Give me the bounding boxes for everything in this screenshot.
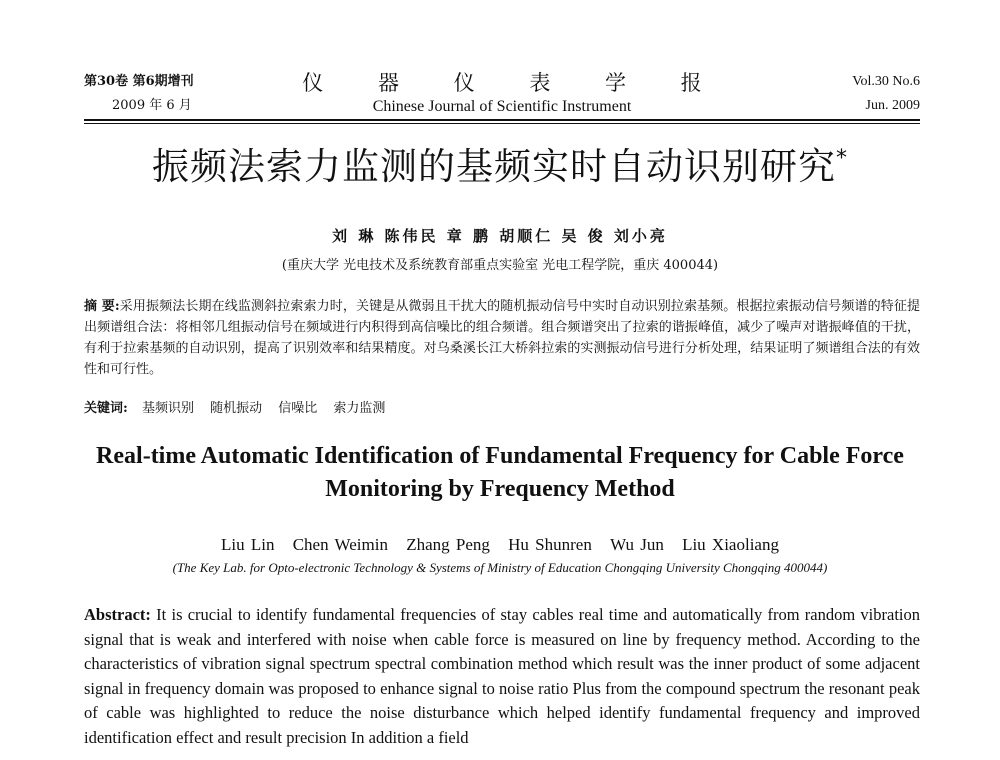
abstract-cn: [84, 296, 920, 380]
header-rule-thin: [84, 123, 920, 124]
abstract-en-label: Abstract:: [84, 605, 151, 624]
affiliation-en: (The Key Lab. for Opto-electronic Technology & Systems of Ministry of Education Chongqing University Chongqing 400044): [172, 560, 828, 575]
affiliation-cn: (重庆大学 光电技术及系统教育部重点实验室 光电工程学院，重庆 400044): [281, 258, 719, 273]
header-rule: [84, 119, 920, 121]
date-en: Jun. 2009: [865, 98, 920, 113]
header-right: [852, 70, 920, 118]
abstract-en-text: It is crucial to identify fundamental frequencies of stay cables real time and automatically from random vibration signal that is weak and interfered with noise when cable force is measured on line by frequency method. According to the characteristics of vibration signal spectrum spectral combination method which result was the inner product of some adjacent signal in frequency domain was proposed to enhance signal to noise ratio Plus from the compound spectrum the resonant peak of cable was highlighted to reduce the noise disturbance which helped identify fundamental frequency and improved identification effect and result precision In addition a field: [84, 605, 920, 747]
author-name: Zhang Peng: [406, 535, 490, 554]
running-header: [84, 70, 920, 120]
keyword: 索力监测: [333, 401, 386, 416]
authors-en: [0, 535, 1000, 555]
abstract-en: [84, 603, 920, 751]
keywords-cn-label: 关键词:: [84, 401, 128, 416]
author-name: Liu Xiaoliang: [682, 535, 779, 554]
volume-issue: 第30卷 第6期增刊: [84, 74, 194, 89]
date-cn: 2009 年 6 月: [112, 98, 192, 113]
title-cn-text: 振频法索力监测的基频实时自动识别研究: [152, 145, 836, 188]
author-name: Wu Jun: [610, 535, 664, 554]
abstract-cn-label: 摘 要:: [84, 299, 120, 314]
volume-en: Vol.30 No.6: [852, 74, 920, 89]
journal-name-en: Chinese Journal of Scientific Instrument: [372, 98, 632, 115]
keyword: 随机振动: [210, 401, 263, 416]
authors-cn: 刘 琳 陈伟民 章 鹏 胡顺仁 吴 俊 刘小亮: [332, 227, 668, 245]
journal-name-cn: 仪 器 仪 表 学 报: [302, 71, 726, 95]
header-center: [84, 70, 920, 118]
keywords-cn: [84, 399, 920, 419]
keyword: 信噪比: [278, 401, 318, 416]
keyword: 基频识别: [141, 401, 194, 416]
author-name: Liu Lin: [221, 535, 275, 554]
title-en: Real-time Automatic Identification of Fundamental Frequency for Cable Force Monitoring by Frequency Method: [96, 443, 904, 502]
abstract-cn-text: 采用振频法长期在线监测斜拉索索力时，关键是从微弱且干扰大的随机振动信号中实时自动识别拉索基频。根据拉索振动信号频谱的特征提出频谱组合法：将相邻几组振动信号在频域进行内积得到高信噪比的组合频谱。组合频谱突出了拉索的谐振峰值，减少了噪声对谐振峰值的干扰，有利于拉索基频的自动识别，提高了识别效率和结果精度。对乌桑溪长江大桥斜拉索的实测振动信号进行分析处理，结果证明了频谱组合法的有效性和可行性。: [84, 299, 920, 377]
title-cn: [0, 140, 1000, 194]
title-footnote-mark: *: [836, 146, 848, 171]
author-name: Hu Shunren: [508, 535, 592, 554]
author-name: Chen Weimin: [292, 535, 388, 554]
